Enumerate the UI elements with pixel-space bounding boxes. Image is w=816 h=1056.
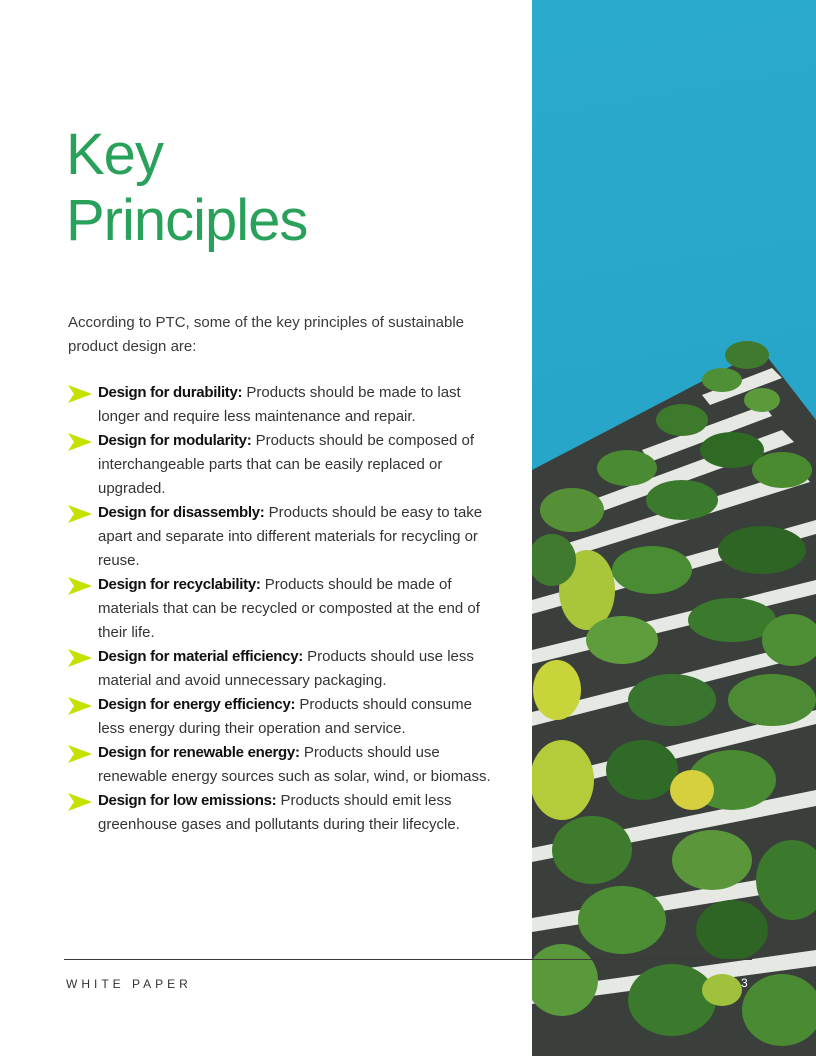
- building-illustration: [532, 0, 816, 1056]
- chevron-arrow-icon: [68, 577, 92, 595]
- footer-label: WHITE PAPER: [66, 977, 192, 991]
- principle-term: Design for modularity:: [98, 432, 252, 449]
- principle-term: Design for material efficiency:: [98, 648, 303, 665]
- list-item: [68, 645, 498, 693]
- principle-term: Design for low emissions:: [98, 792, 277, 809]
- chevron-arrow-icon: [68, 433, 92, 451]
- vertical-forest-building-photo: [532, 0, 816, 1056]
- chevron-arrow-icon: [68, 649, 92, 667]
- principle-text: Products should be composed of interchangeable parts that can be easily replaced or upgraded.: [98, 432, 475, 497]
- principle-term: Design for renewable energy:: [98, 744, 300, 761]
- intro-paragraph: According to PTC, some of the key principles of sustainable product design are:: [68, 314, 465, 355]
- principle-text: Products should use less material and avoid unnecessary packaging.: [98, 648, 474, 689]
- chevron-arrow-icon: [68, 505, 92, 523]
- list-item: [68, 501, 498, 573]
- chevron-arrow-icon: [68, 745, 92, 763]
- principle-term: Design for energy efficiency:: [98, 696, 296, 713]
- principle-text: Products should emit less greenhouse gases and pollutants during their lifecycle.: [98, 792, 460, 833]
- list-item: [68, 381, 498, 429]
- principles-list: [68, 381, 498, 837]
- chevron-arrow-icon: [68, 385, 92, 403]
- footer-divider: [64, 959, 752, 960]
- principle-term: Design for durability:: [98, 384, 243, 401]
- principle-text: Products should be easy to take apart and separate into different materials for recycling or reuse.: [98, 504, 483, 569]
- chevron-arrow-icon: [68, 793, 92, 811]
- list-item: [68, 429, 498, 501]
- list-item: [68, 573, 498, 645]
- title-line-1: Key: [66, 122, 163, 187]
- list-item: [68, 741, 498, 789]
- principle-text: Products should consume less energy during their operation and service.: [98, 696, 472, 737]
- principle-term: Design for disassembly:: [98, 504, 265, 521]
- page-title: [66, 122, 506, 254]
- list-item: [68, 789, 498, 837]
- page-number: 3: [741, 976, 748, 990]
- chevron-arrow-icon: [68, 697, 92, 715]
- principle-text: Products should be made to last longer and require less maintenance and repair.: [98, 384, 461, 425]
- principle-term: Design for recyclability:: [98, 576, 261, 593]
- list-item: [68, 693, 498, 741]
- principle-text: Products should be made of materials that can be recycled or composted at the end of their life.: [98, 576, 480, 641]
- title-line-2: Principles: [66, 188, 308, 253]
- principle-text: Products should use renewable energy sources such as solar, wind, or biomass.: [98, 744, 491, 785]
